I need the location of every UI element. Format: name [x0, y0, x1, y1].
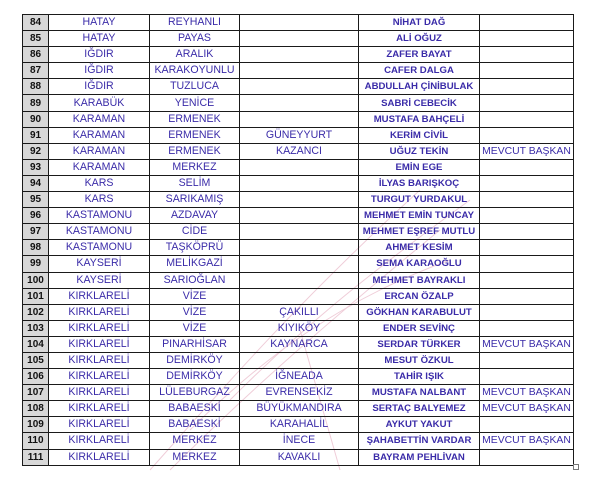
table-row	[23, 240, 574, 256]
town-cell	[240, 159, 359, 175]
candidate-name-cell: MUSTAFA NALBANT	[359, 385, 480, 401]
row-number: 90	[23, 111, 49, 127]
table-row	[23, 224, 574, 240]
row-number: 84	[23, 15, 49, 31]
candidate-name-cell: TAHİR IŞIK	[359, 369, 480, 385]
town-cell	[240, 224, 359, 240]
table-row	[23, 15, 574, 31]
candidate-name-cell: ERCAN ÖZALP	[359, 288, 480, 304]
candidate-name-cell: ALİ OĞUZ	[359, 31, 480, 47]
row-number: 102	[23, 304, 49, 320]
status-cell	[480, 240, 574, 256]
candidate-name-cell: MUSTAFA BAHÇELİ	[359, 111, 480, 127]
table-row	[23, 47, 574, 63]
table-row	[23, 256, 574, 272]
district-cell: TUZLUCA	[150, 79, 240, 95]
province-cell: IĞDIR	[49, 63, 150, 79]
row-number: 109	[23, 417, 49, 433]
row-number: 92	[23, 143, 49, 159]
town-cell	[240, 240, 359, 256]
candidate-name-cell: BAYRAM PEHLİVAN	[359, 449, 480, 465]
province-cell: KIRKLARELİ	[49, 304, 150, 320]
district-cell: VİZE	[150, 288, 240, 304]
candidate-name-cell: ENDER SEVİNÇ	[359, 320, 480, 336]
status-cell	[480, 159, 574, 175]
town-cell: İNECE	[240, 433, 359, 449]
province-cell: KIRKLARELİ	[49, 401, 150, 417]
district-cell: MELİKGAZİ	[150, 256, 240, 272]
candidate-name-cell: ZAFER BAYAT	[359, 47, 480, 63]
table-row	[23, 369, 574, 385]
row-number: 103	[23, 320, 49, 336]
status-cell: MEVCUT BAŞKAN	[480, 336, 574, 352]
town-cell: BÜYÜKMANDIRA	[240, 401, 359, 417]
row-number: 95	[23, 192, 49, 208]
status-cell	[480, 288, 574, 304]
province-cell: IĞDIR	[49, 79, 150, 95]
table-row	[23, 401, 574, 417]
row-number: 88	[23, 79, 49, 95]
town-cell: KAVAKLI	[240, 449, 359, 465]
status-cell	[480, 369, 574, 385]
town-cell	[240, 272, 359, 288]
district-cell: BABAESKİ	[150, 401, 240, 417]
province-cell: KARAMAN	[49, 159, 150, 175]
candidate-table	[22, 14, 574, 466]
town-cell: ÇAKILLI	[240, 304, 359, 320]
candidate-name-cell: UĞUZ TEKİN	[359, 143, 480, 159]
province-cell: KASTAMONU	[49, 208, 150, 224]
table-row	[23, 208, 574, 224]
district-cell: VİZE	[150, 304, 240, 320]
candidate-name-cell: MESUT ÖZKUL	[359, 352, 480, 368]
row-number: 98	[23, 240, 49, 256]
status-cell	[480, 79, 574, 95]
status-cell	[480, 63, 574, 79]
province-cell: KIRKLARELİ	[49, 449, 150, 465]
district-cell: DEMİRKÖY	[150, 352, 240, 368]
status-cell	[480, 192, 574, 208]
row-number: 99	[23, 256, 49, 272]
candidate-name-cell: CAFER DALGA	[359, 63, 480, 79]
row-number: 87	[23, 63, 49, 79]
province-cell: KAYSERİ	[49, 272, 150, 288]
district-cell: AZDAVAY	[150, 208, 240, 224]
province-cell: KAYSERİ	[49, 256, 150, 272]
town-cell	[240, 63, 359, 79]
town-cell	[240, 31, 359, 47]
table-row	[23, 143, 574, 159]
town-cell: EVRENSEKİZ	[240, 385, 359, 401]
table-row	[23, 304, 574, 320]
status-cell	[480, 47, 574, 63]
province-cell: KIRKLARELİ	[49, 369, 150, 385]
district-cell: BABAESKİ	[150, 417, 240, 433]
town-cell	[240, 192, 359, 208]
candidate-name-cell: SABRİ CEBECİK	[359, 95, 480, 111]
table-row	[23, 449, 574, 465]
province-cell: HATAY	[49, 31, 150, 47]
row-number: 89	[23, 95, 49, 111]
table-row	[23, 288, 574, 304]
district-cell: PINARHİSAR	[150, 336, 240, 352]
province-cell: KIRKLARELİ	[49, 336, 150, 352]
town-cell: GÜNEYYURT	[240, 127, 359, 143]
candidate-name-cell: ABDULLAH ÇİNİBULAK	[359, 79, 480, 95]
status-cell: MEVCUT BAŞKAN	[480, 143, 574, 159]
district-cell: SARIOĞLAN	[150, 272, 240, 288]
row-number: 106	[23, 369, 49, 385]
row-number: 110	[23, 433, 49, 449]
candidate-name-cell: MEHMET EMİN TUNCAY	[359, 208, 480, 224]
status-cell	[480, 417, 574, 433]
table-row	[23, 192, 574, 208]
district-cell: MERKEZ	[150, 433, 240, 449]
candidate-name-cell: NİHAT DAĞ	[359, 15, 480, 31]
province-cell: KARAMAN	[49, 127, 150, 143]
status-cell	[480, 256, 574, 272]
district-cell: LÜLEBURGAZ	[150, 385, 240, 401]
province-cell: IĞDIR	[49, 47, 150, 63]
town-cell	[240, 352, 359, 368]
row-number: 86	[23, 47, 49, 63]
candidate-name-cell: İLYAS BARIŞKOÇ	[359, 175, 480, 191]
town-cell	[240, 256, 359, 272]
status-cell	[480, 304, 574, 320]
table-row	[23, 417, 574, 433]
town-cell: KIYIKÖY	[240, 320, 359, 336]
resize-handle[interactable]	[573, 464, 579, 470]
candidate-name-cell: AYKUT YAKUT	[359, 417, 480, 433]
candidate-table-body	[23, 15, 574, 466]
district-cell: ARALIK	[150, 47, 240, 63]
status-cell	[480, 320, 574, 336]
status-cell: MEVCUT BAŞKAN	[480, 401, 574, 417]
district-cell: DEMİRKÖY	[150, 369, 240, 385]
candidate-name-cell: SERDAR TÜRKER	[359, 336, 480, 352]
table-row	[23, 336, 574, 352]
candidate-name-cell: MEHMET EŞREF MUTLU	[359, 224, 480, 240]
province-cell: KASTAMONU	[49, 240, 150, 256]
candidate-name-cell: MEHMET BAYRAKLI	[359, 272, 480, 288]
status-cell	[480, 208, 574, 224]
row-number: 104	[23, 336, 49, 352]
district-cell: MERKEZ	[150, 159, 240, 175]
table-row	[23, 63, 574, 79]
table-row	[23, 159, 574, 175]
row-number: 108	[23, 401, 49, 417]
table-row	[23, 352, 574, 368]
province-cell: KARAMAN	[49, 143, 150, 159]
province-cell: HATAY	[49, 15, 150, 31]
district-cell: MERKEZ	[150, 449, 240, 465]
row-number: 96	[23, 208, 49, 224]
row-number: 111	[23, 449, 49, 465]
district-cell: ERMENEK	[150, 127, 240, 143]
province-cell: KASTAMONU	[49, 224, 150, 240]
table-row	[23, 111, 574, 127]
row-number: 105	[23, 352, 49, 368]
district-cell: PAYAS	[150, 31, 240, 47]
province-cell: KIRKLARELİ	[49, 352, 150, 368]
row-number: 107	[23, 385, 49, 401]
status-cell	[480, 449, 574, 465]
town-cell	[240, 79, 359, 95]
district-cell: ERMENEK	[150, 111, 240, 127]
province-cell: KIRKLARELİ	[49, 417, 150, 433]
district-cell: VİZE	[150, 320, 240, 336]
province-cell: KARAMAN	[49, 111, 150, 127]
row-number: 94	[23, 175, 49, 191]
status-cell	[480, 175, 574, 191]
table-row	[23, 433, 574, 449]
table-row	[23, 320, 574, 336]
town-cell: KARAHALİL	[240, 417, 359, 433]
district-cell: CİDE	[150, 224, 240, 240]
candidate-name-cell: TURGUT YURDAKUL	[359, 192, 480, 208]
district-cell: KARAKOYUNLU	[150, 63, 240, 79]
district-cell: REYHANLI	[150, 15, 240, 31]
table-row	[23, 79, 574, 95]
candidate-name-cell: SEMA KARAOĞLU	[359, 256, 480, 272]
town-cell	[240, 111, 359, 127]
row-number: 101	[23, 288, 49, 304]
district-cell: ERMENEK	[150, 143, 240, 159]
status-cell	[480, 31, 574, 47]
status-cell	[480, 272, 574, 288]
row-number: 85	[23, 31, 49, 47]
town-cell	[240, 47, 359, 63]
row-number: 97	[23, 224, 49, 240]
province-cell: KARABÜK	[49, 95, 150, 111]
candidate-name-cell: GÖKHAN KARABULUT	[359, 304, 480, 320]
table-row	[23, 175, 574, 191]
town-cell: KAYNARCA	[240, 336, 359, 352]
table-row	[23, 31, 574, 47]
status-cell: MEVCUT BAŞKAN	[480, 385, 574, 401]
status-cell	[480, 224, 574, 240]
table-row	[23, 127, 574, 143]
district-cell: SARIKAMIŞ	[150, 192, 240, 208]
row-number: 93	[23, 159, 49, 175]
status-cell	[480, 15, 574, 31]
town-cell	[240, 208, 359, 224]
town-cell: İĞNEADA	[240, 369, 359, 385]
town-cell	[240, 175, 359, 191]
town-cell	[240, 95, 359, 111]
candidate-name-cell: SERTAÇ BALYEMEZ	[359, 401, 480, 417]
district-cell: SELİM	[150, 175, 240, 191]
status-cell	[480, 95, 574, 111]
candidate-name-cell: ŞAHABETTİN VARDAR	[359, 433, 480, 449]
town-cell	[240, 288, 359, 304]
district-cell: YENİCE	[150, 95, 240, 111]
candidate-name-cell: AHMET KESİM	[359, 240, 480, 256]
status-cell	[480, 352, 574, 368]
table-row	[23, 95, 574, 111]
candidate-name-cell: EMİN EGE	[359, 159, 480, 175]
town-cell: KAZANCI	[240, 143, 359, 159]
district-cell: TAŞKÖPRÜ	[150, 240, 240, 256]
table-row	[23, 385, 574, 401]
table-row	[23, 272, 574, 288]
province-cell: KIRKLARELİ	[49, 433, 150, 449]
town-cell	[240, 15, 359, 31]
province-cell: KARS	[49, 175, 150, 191]
status-cell	[480, 127, 574, 143]
province-cell: KARS	[49, 192, 150, 208]
province-cell: KIRKLARELİ	[49, 385, 150, 401]
status-cell: MEVCUT BAŞKAN	[480, 433, 574, 449]
status-cell	[480, 111, 574, 127]
candidate-name-cell: KERİM CİVİL	[359, 127, 480, 143]
row-number: 100	[23, 272, 49, 288]
province-cell: KIRKLARELİ	[49, 288, 150, 304]
row-number: 91	[23, 127, 49, 143]
province-cell: KIRKLARELİ	[49, 320, 150, 336]
